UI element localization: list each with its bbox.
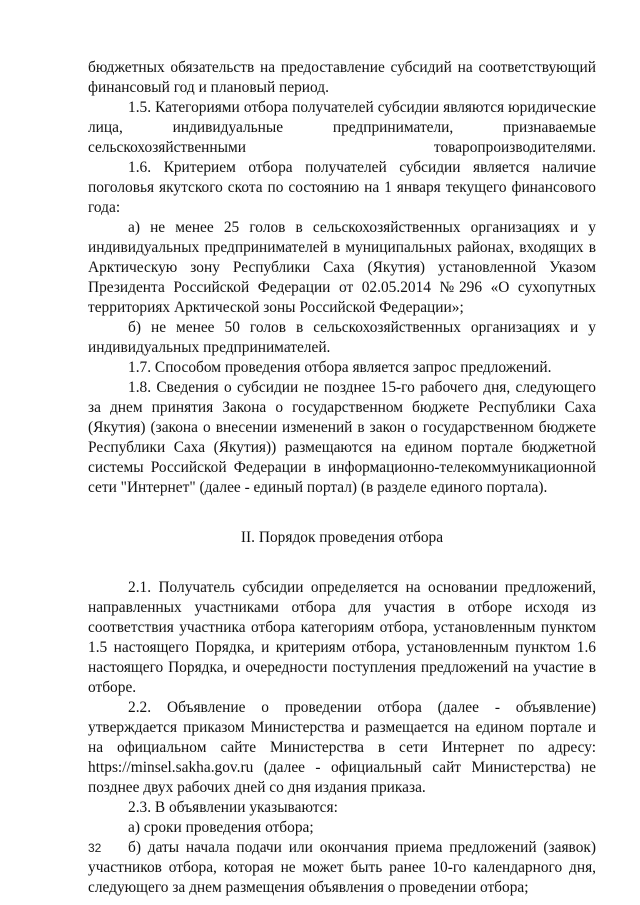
paragraph-2-3-b: б) даты начала подачи или окончания приема предложений (заявок) участников отбора, которая не может быть ранее 10-го календарного дня, следующего за днем размещения объявления о проведении отбора;: [88, 839, 596, 896]
paragraph-1-8: 1.8. Сведения о субсидии не позднее 15-го рабочего дня, следующего за днем принятия Закона о государственном бюджете Республики Саха (Якутия) (закона о внесении изменений в закон о государственном бюджете Республики Саха (Якутия)) размещаются на едином портале бюджетной системы Российской Федерации в информационно-телекоммуникационной сети "Интернет" (далее - единый портал) (в разделе единого портала).: [88, 379, 596, 496]
paragraph-1-7: 1.7. Способом проведения отбора является запрос предложений.: [128, 359, 552, 376]
paragraph-2-3-a: а) сроки проведения отбора;: [128, 819, 314, 836]
section-heading-2: II. Порядок проведения отбора: [240, 529, 444, 546]
paragraph-2-3: 2.3. В объявлении указываются:: [128, 799, 338, 816]
paragraph-2-2: 2.2. Объявление о проведении отбора (далее - объявление) утверждается приказом Министерства и размещается на едином портале и на официальном сайте Министерства в сети Интернет по адресу: https://minsel.sakha.gov.ru (далее - официальный сайт Министерства) не позднее двух рабочих дней со дня издания приказа.: [88, 699, 596, 796]
page-number: 32: [88, 841, 102, 855]
document-body: [88, 58, 596, 898]
paragraph-1-5: 1.5. Категориями отбора получателей субсидии являются юридические лица, индивидуальные предприниматели, признаваемые сельскохозяйственными товаропроизводителями.: [88, 99, 596, 156]
paragraph-intro: бюджетных обязательств на предоставление субсидий на соответствующий финансовый год и плановый период.: [88, 59, 596, 96]
paragraph-1-6-b: б) не менее 50 голов в сельскохозяйственных организациях и у индивидуальных предпринимателей.: [88, 319, 596, 356]
paragraph-1-6: 1.6. Критерием отбора получателей субсидии является наличие поголовья якутского скота по состоянию на 1 января текущего финансового года:: [88, 159, 596, 216]
paragraph-2-1: 2.1. Получатель субсидии определяется на основании предложений, направленных участниками отбора для участия в отборе исходя из соответствия участника отбора категориям отбора, установленным пунктом 1.5 настоящего Порядка, и критериям отбора, установленным пунктом 1.6 настоящего Порядка, и очередности поступления предложений на участие в отборе.: [88, 579, 596, 696]
paragraph-1-6-a: а) не менее 25 голов в сельскохозяйственных организациях и у индивидуальных предпринимателей в муниципальных районах, входящих в Арктическую зону Республики Саха (Якутия) установленной Указом Президента Российской Федерации от 02.05.2014 №296 «О сухопутных территориях Арктической зоны Российской Федерации»;: [88, 219, 596, 316]
